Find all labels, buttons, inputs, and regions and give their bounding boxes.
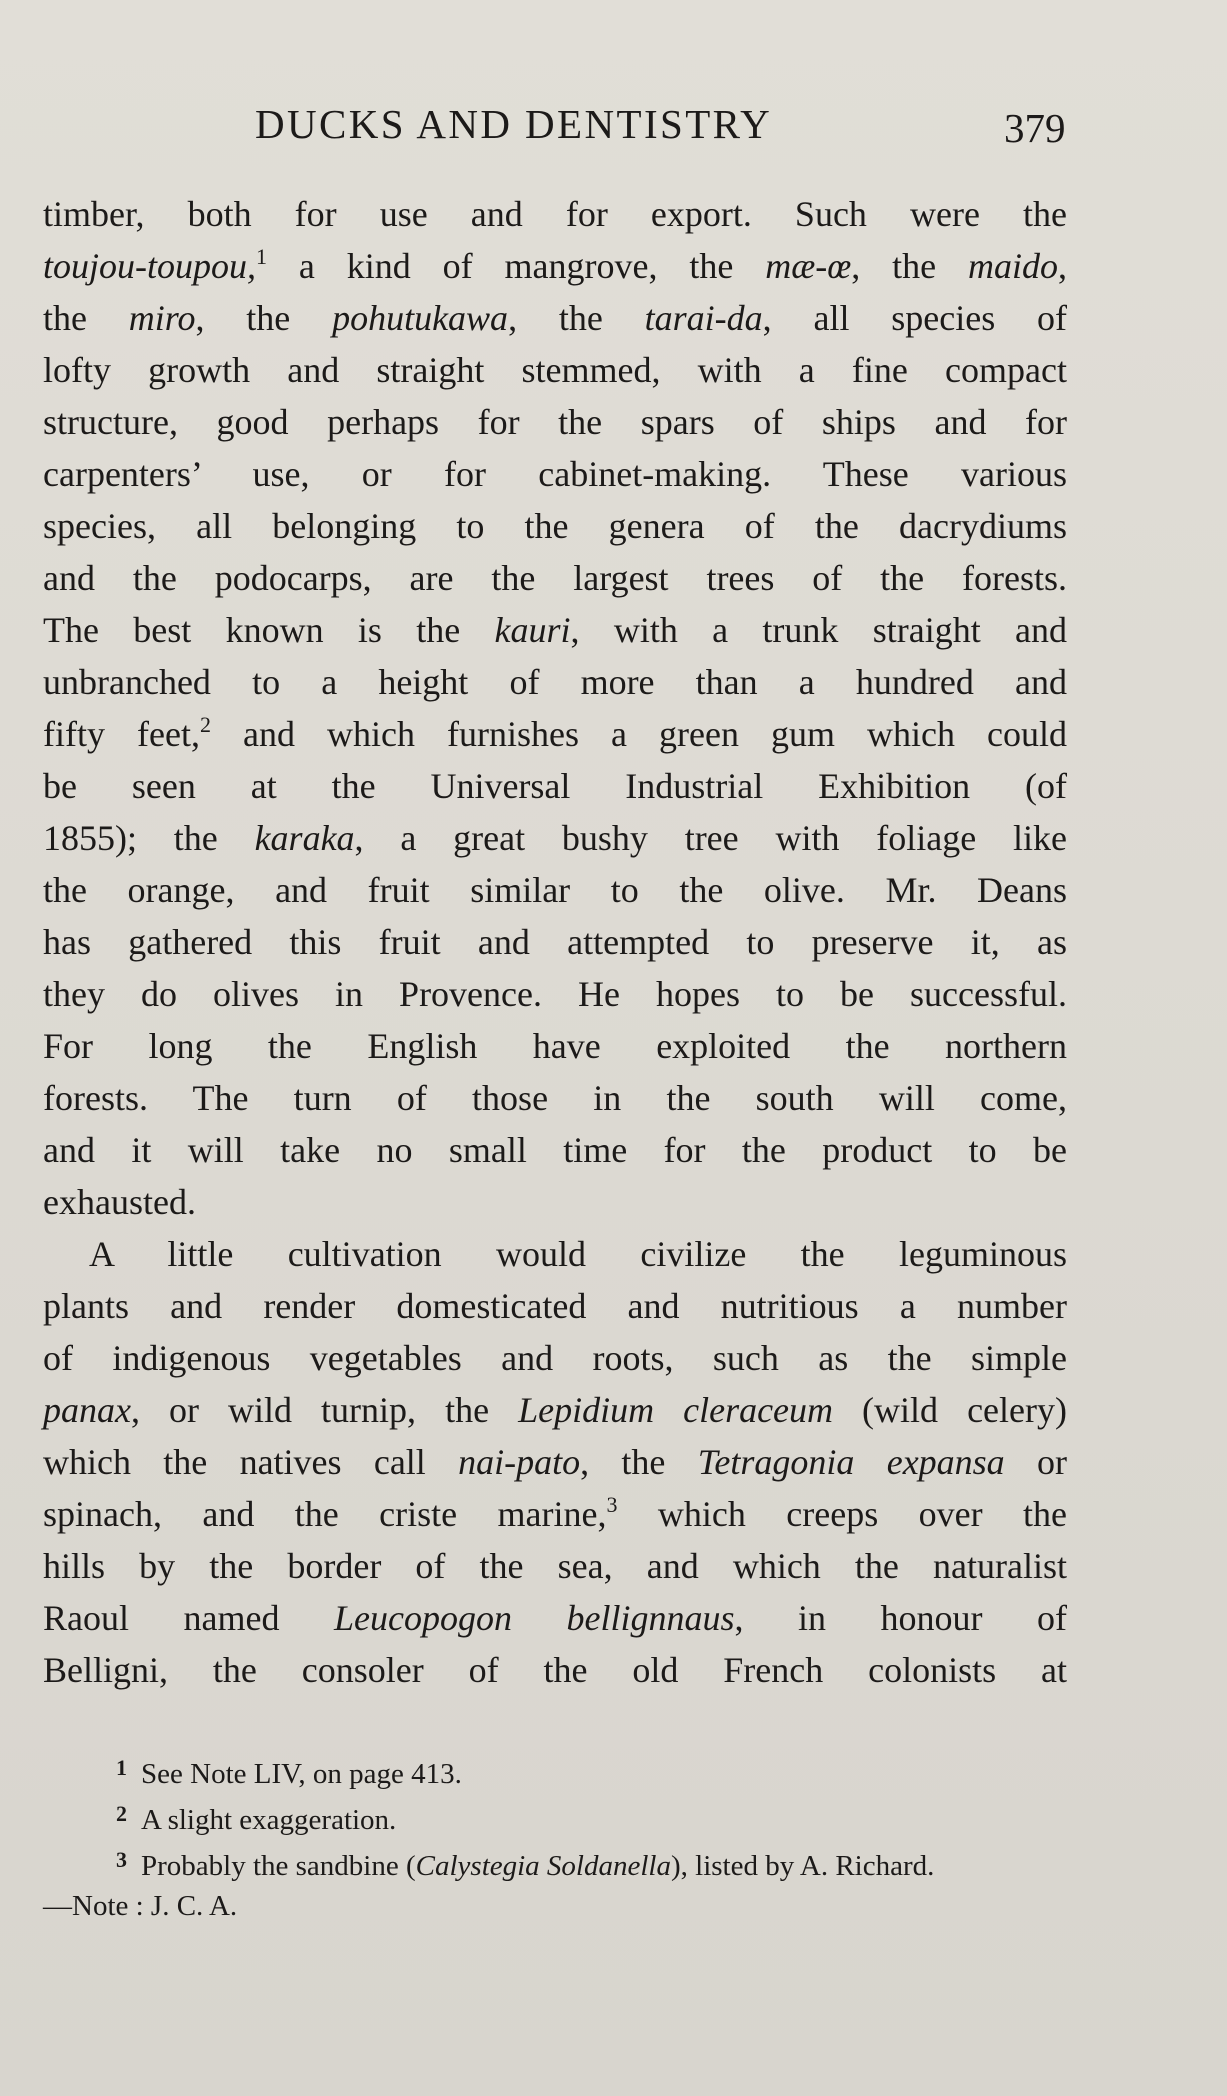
text-line: Belligni, the consoler of the old French colonists at bbox=[43, 1650, 1067, 1690]
footnote-text: A slight exaggeration. bbox=[141, 1804, 397, 1836]
footnote-3 bbox=[43, 1840, 1067, 1886]
text-line: the orange, and fruit similar to the olive. Mr. Deans bbox=[43, 870, 1067, 910]
running-head: DUCKS AND DENTISTRY bbox=[255, 101, 773, 147]
body-text bbox=[43, 188, 1067, 1696]
text-line: which the natives call nai-pato, the Tetragonia expansa or bbox=[43, 1442, 1067, 1482]
text-line: toujou-toupou,$^1$ a kind of mangrove, the mæ-œ, the maido, bbox=[43, 244, 1067, 286]
text-line: structure, good perhaps for the spars of ships and for bbox=[43, 402, 1067, 442]
footnote-text-italic: Calystegia Soldanella bbox=[415, 1850, 671, 1882]
text-line: exhausted. bbox=[43, 1182, 196, 1222]
text-line: fifty feet,$^2$ and which furnishes a green gum which could bbox=[43, 712, 1067, 754]
text-line: For long the English have exploited the northern bbox=[43, 1026, 1067, 1066]
text-line: hills by the border of the sea, and which the naturalist bbox=[43, 1546, 1067, 1586]
text-line: spinach, and the criste marine,$^3$ which creeps over the bbox=[43, 1492, 1067, 1534]
text-line: carpenters’ use, or for cabinet-making. These various bbox=[43, 454, 1067, 494]
paragraph-2 bbox=[43, 1228, 1067, 1696]
text-line: of indigenous vegetables and roots, such as the simple bbox=[43, 1338, 1067, 1378]
footnote-text: See Note LIV, on page 413. bbox=[141, 1758, 462, 1790]
text-line: species, all belonging to the genera of the dacrydiums bbox=[43, 506, 1067, 546]
text-line: timber, both for use and for export. Such were the bbox=[43, 194, 1067, 234]
footnote-3-continuation: —Note : J. C. A. bbox=[43, 1890, 238, 1922]
footnote-text: ), listed by A. Richard. bbox=[670, 1850, 935, 1882]
footnotes bbox=[43, 1748, 1067, 1926]
text-line: plants and render domesticated and nutritious a number bbox=[43, 1286, 1067, 1326]
text-line: The best known is the kauri, with a trunk straight and bbox=[43, 610, 1068, 650]
footnote-ref-3: 3 bbox=[606, 1492, 618, 1517]
footnote-ref-2: 2 bbox=[199, 712, 211, 737]
footnote-number: 1 bbox=[116, 1755, 127, 1780]
footnote-ref-1: 1 bbox=[256, 244, 267, 269]
text-line: lofty growth and straight stemmed, with a fine compact bbox=[43, 350, 1067, 390]
page-number: 379 bbox=[1004, 105, 1066, 151]
footnote-2 bbox=[43, 1794, 1067, 1840]
footnote-number: 2 bbox=[116, 1801, 127, 1826]
text-line: and the podocarps, are the largest trees of the forests. bbox=[43, 558, 1067, 598]
text-line: the miro, the pohutukawa, the tarai-da, all species of bbox=[43, 298, 1068, 338]
text-line: unbranched to a height of more than a hundred and bbox=[43, 662, 1067, 702]
footnote-number: 3 bbox=[116, 1847, 127, 1872]
text-line: Raoul named Leucopogon bellignnaus, in honour of bbox=[43, 1598, 1068, 1638]
text-line: they do olives in Provence. He hopes to be successful. bbox=[43, 974, 1067, 1014]
text-line: 1855); the karaka, a great bushy tree with foliage like bbox=[43, 818, 1067, 858]
text-line: A little cultivation would civilize the leguminous bbox=[89, 1234, 1067, 1274]
text-line: has gathered this fruit and attempted to preserve it, as bbox=[43, 922, 1067, 962]
footnote-text: Probably the sandbine ( bbox=[141, 1850, 416, 1882]
text-line: be seen at the Universal Industrial Exhibition (of bbox=[43, 766, 1067, 806]
text-line: and it will take no small time for the product to be bbox=[43, 1130, 1067, 1170]
footnote-1 bbox=[43, 1748, 1067, 1794]
paragraph-1 bbox=[43, 188, 1067, 1228]
text-line: panax, or wild turnip, the Lepidium cleraceum (wild celery) bbox=[43, 1390, 1067, 1430]
text-line: forests. The turn of those in the south will come, bbox=[43, 1078, 1067, 1118]
page-header bbox=[0, 100, 1227, 160]
